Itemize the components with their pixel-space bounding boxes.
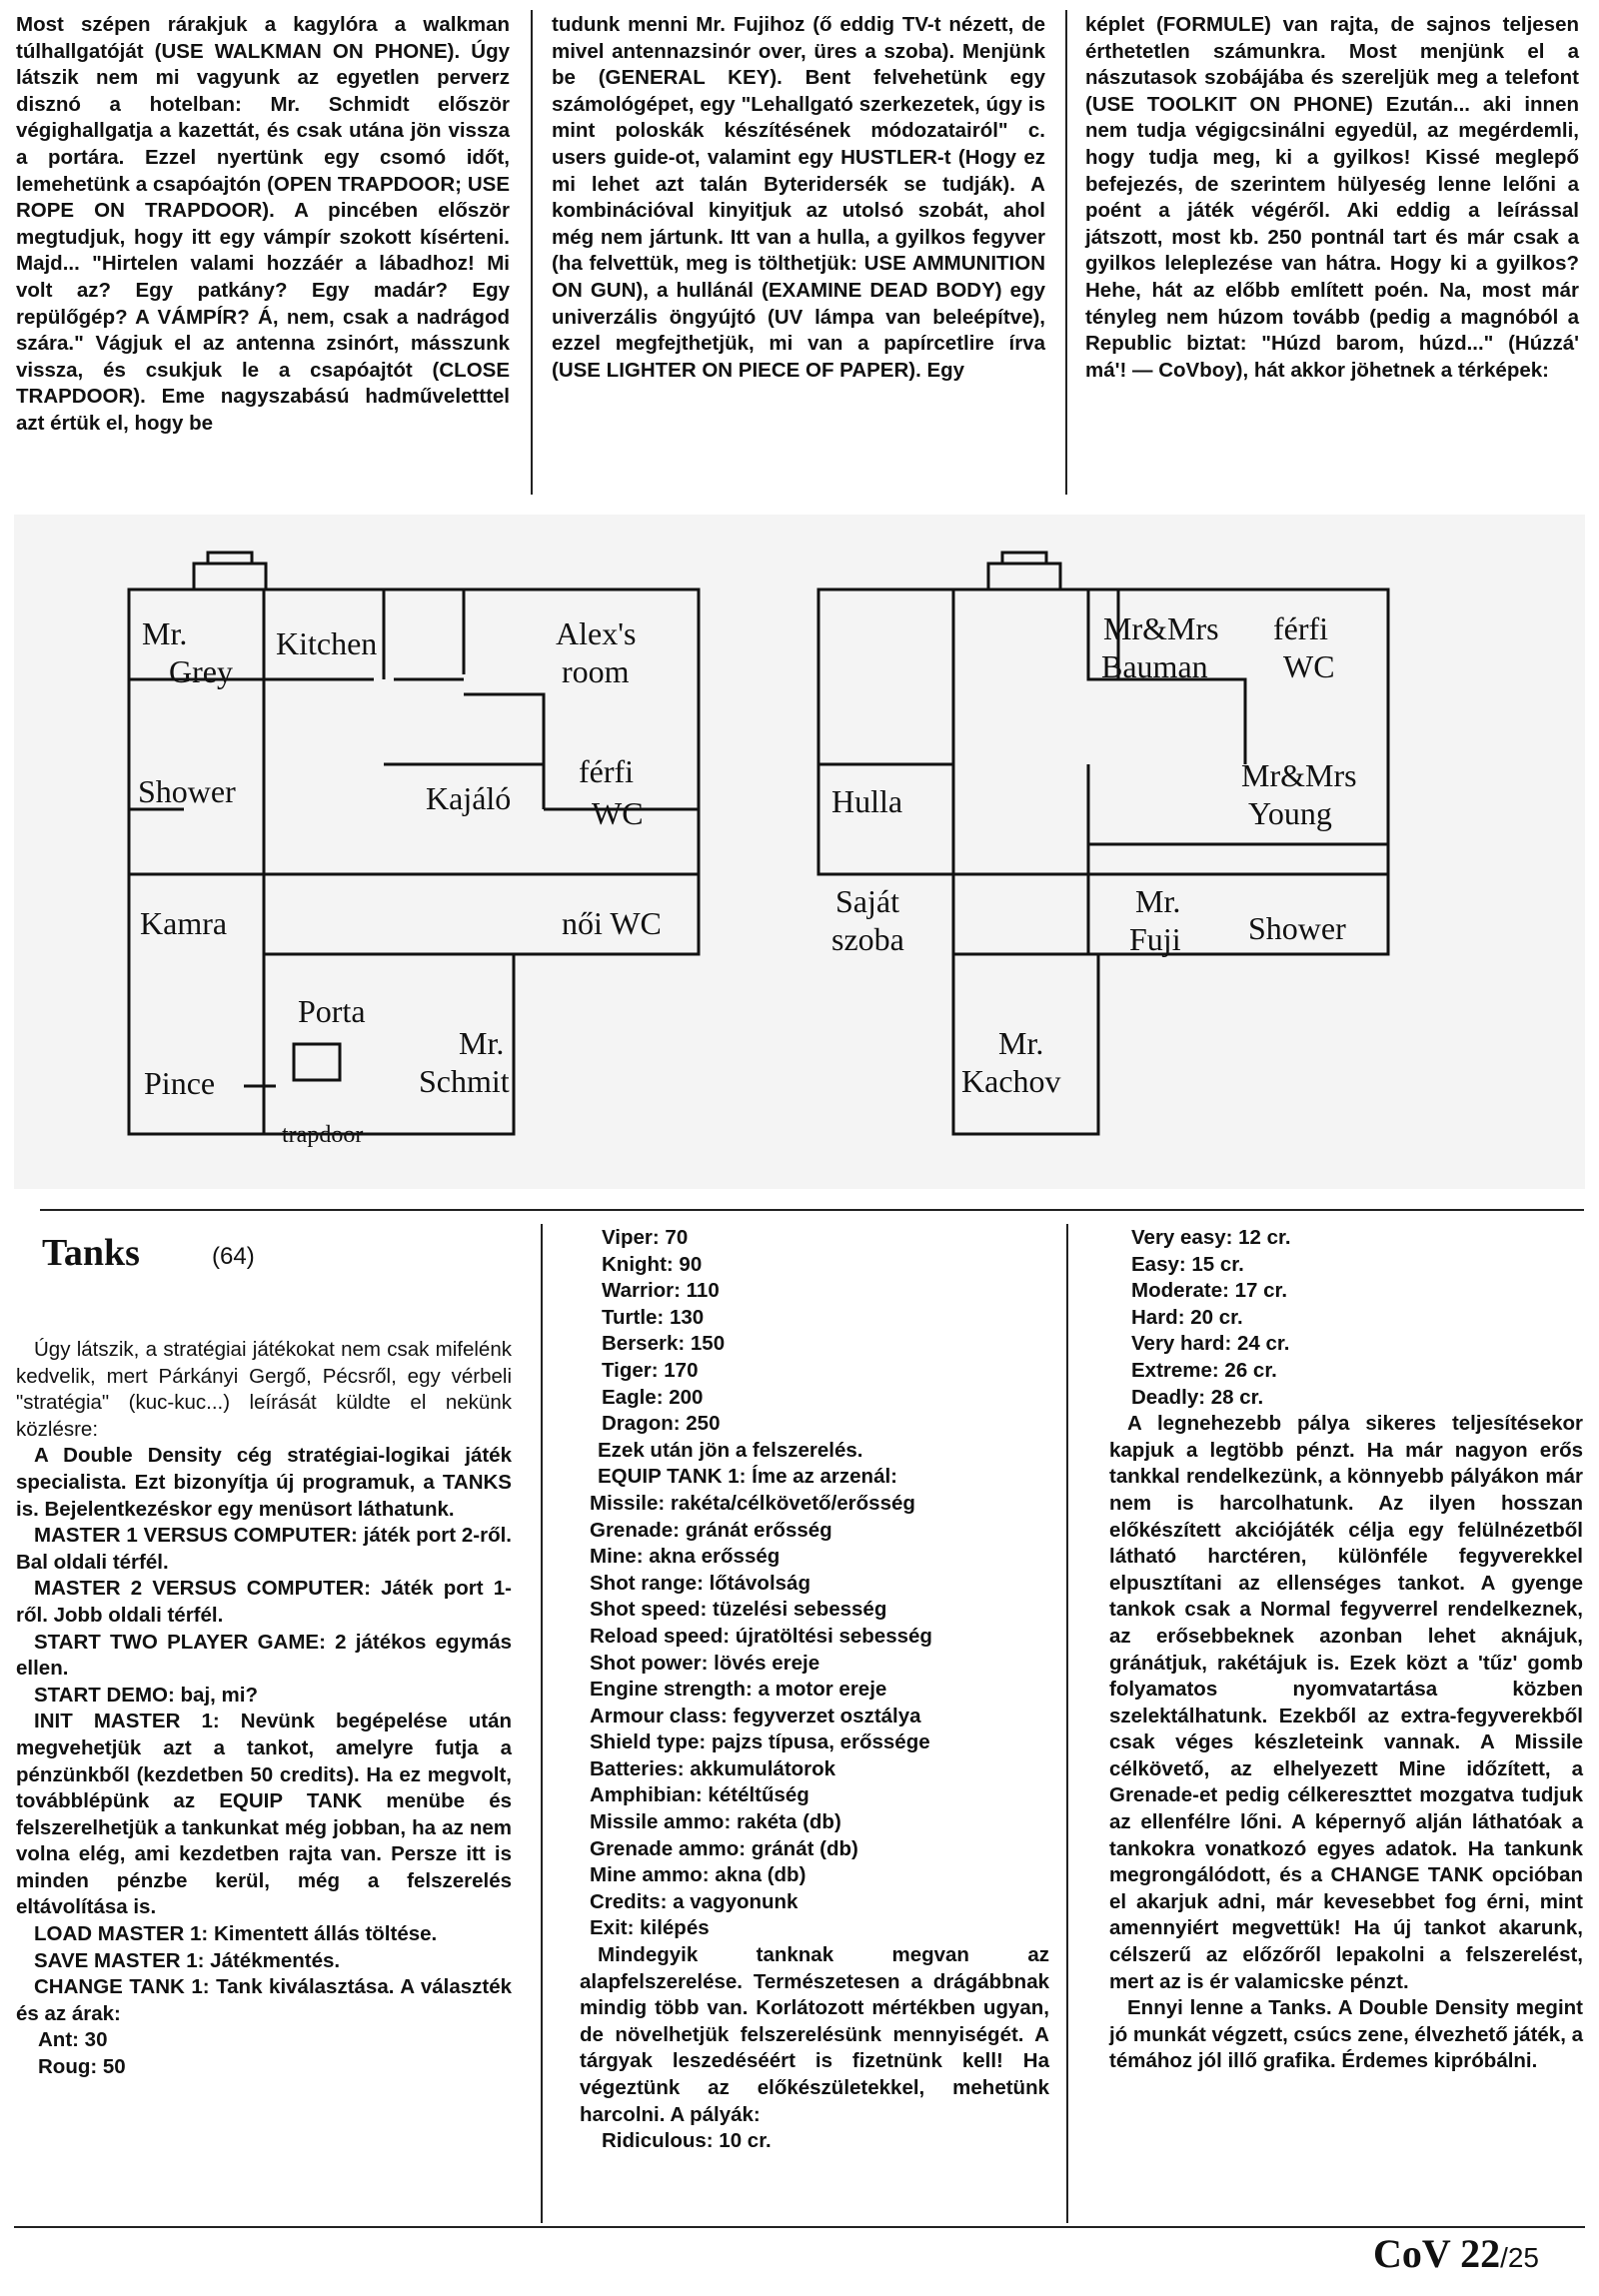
- list-item: Extreme: 26 cr.: [1131, 1358, 1277, 1382]
- article-paragraph: INIT MASTER 1: Nevünk begépelése után megvehetjük azt a tankot, amelyre futja a pénzünkből (kezdetben 50 credits). Ha ez megvolt, továbblépünk az EQUIP TANK menübe és felszerelhetjük a tankunkat még jobban, ha az nem volna elég, ami kezdetben rajta van. Persze itt is minden pénzbe kerül, még a felszerelés eltávolítása is.: [16, 1710, 512, 1919]
- map1-label-schmit-1: Mr.: [459, 1025, 505, 1061]
- map1-label-mr-grey-2: Grey: [169, 653, 233, 689]
- map2-label-sajat-1: Saját: [835, 883, 899, 919]
- list-item: Missile: rakéta/célkövető/erősség: [590, 1491, 915, 1515]
- top-column-3: [1085, 12, 1579, 384]
- map2-entrance-top: [1002, 553, 1046, 564]
- map1-label-porta: Porta: [298, 993, 366, 1029]
- footer-brand: CoV: [1373, 2231, 1451, 2276]
- map1-label-alex-1: Alex's: [556, 615, 637, 651]
- list-item: Batteries: akkumulátorok: [590, 1756, 836, 1780]
- map2-label-wc-1: férfi: [1273, 610, 1329, 646]
- list-item: Shot power: lövés ereje: [590, 1651, 820, 1675]
- article-paragraph: START TWO PLAYER GAME: 2 játékos egymás ellen.: [16, 1630, 512, 1681]
- list-item: Berserk: 150: [602, 1332, 726, 1356]
- map2-label-fuji-2: Fuji: [1129, 921, 1181, 957]
- map1-label-wc-2: WC: [592, 795, 644, 831]
- top-column-2: [552, 12, 1045, 384]
- list-item: Mine: akna erősség: [590, 1545, 781, 1569]
- map1-label-wc-1: férfi: [579, 753, 635, 789]
- article-paragraph: SAVE MASTER 1: Játékmentés.: [34, 1948, 341, 1972]
- article-paragraph: Ezek után jön a felszerelés.: [598, 1438, 863, 1462]
- article-paragraph: MASTER 1 VERSUS COMPUTER: játék port 2-ről. Bal oldali térfél.: [16, 1524, 512, 1574]
- list-item: Hard: 20 cr.: [1131, 1305, 1243, 1329]
- list-item: Very hard: 24 cr.: [1131, 1332, 1290, 1356]
- article-column-1: [16, 1337, 512, 2081]
- list-item: Amphibian: kétéltűség: [590, 1783, 809, 1807]
- article-paragraph: LOAD MASTER 1: Kimentett állás töltése.: [34, 1922, 438, 1946]
- map2-label-hulla: Hulla: [831, 783, 903, 819]
- list-item: Armour class: fegyverzet osztálya: [590, 1704, 921, 1727]
- article-paragraph: A legnehezebb pálya sikeres teljesítésekor kapjuk a legtöbb pénzt. Ha már nagyon erős tankkal rendelkezünk, a könnyebb pályákon már nem is harcolhatunk. Az ilyen hosszan előkészített akciójáték célja egy felülnézetből látható harctéren, különféle fegyverekkel elpusztítani az ellenséges tankot. A gyenge tankok csak a Normal fegyverrel rendelkeznek, az erősebbeknek azonban lehet aknájuk, gránátjuk, rakétájuk is. Ezek közt a 'tűz' gomb folyamatos nyomvatartása közben szelektálhatunk. Ezekből az extra-fegyverekből csak véges készleteink vannak. A Missile célkövető, az elhelyezett Mine időzített, a Grenade-et pedig célkereszttet mozgatva tudjuk az ellenfélre lőni. A képernyő alján láthatóak a tankokra vonatkozó egyes adatok. Ha tankunk megrongálódott, és a CHANGE TANK opcióban el akarjuk adni, már kevesebbet fog érni, mint amennyiért megvettük! Ha új tankot akarunk, célszerű az előzőről lepakolni a felszerelést, mert az is ér valamicske pénzt.: [1109, 1412, 1583, 1993]
- map2-label-shower: Shower: [1248, 910, 1346, 946]
- article-column-3: [1109, 1225, 1583, 2075]
- top-column-3-text: képlet (FORMULE) van rajta, de sajnos teljesen érthetetlen számunkra. Most menjünk el a nászutasok szobájába és szereljük meg a telefont (USE TOOLKIT ON PHONE) Ezután... aki innen nem tudja végigcsinálni egyedül, az megérdemli, hogy tudja meg, ki a gyilkos! Kissé meglepő befejezés, de szerintem hülyeség lenne lelőni a poént a játék végéről. Aki eddig a leírással játszott, most kb. 250 pontnál tart és már csak a gyilkos leleplezése van hátra. Hogy ki a gyilkos? Hehe, hát az előbb említett poén. Na, most már tényleg nem húzom tovább (pedig a magnóból a Republic biztat: "Húzd barom, húzd..." (Húzzá' má'! — CoVboy), hát akkor jöhetnek a térképek:: [1085, 13, 1579, 382]
- top-column-1: [16, 12, 510, 438]
- list-item: Tiger: 170: [602, 1358, 699, 1382]
- article-paragraph: CHANGE TANK 1: Tank kiválasztása. A választék és az árak:: [16, 1975, 512, 2025]
- map1-label-mr-grey-1: Mr.: [142, 615, 188, 651]
- map2-label-bauman-1: Mr&Mrs: [1103, 610, 1219, 646]
- map1-label-trapdoor: trapdoor: [282, 1122, 364, 1148]
- article-paragraph: Mindegyik tanknak megvan az alapfelszerelése. Természetesen a drágábbnak mindig több van. Korlátozott mértékben ugyan, de növelhetjük felszerelésünk mennyiségét. A tárgyak leszedéséért is fizetnünk kell! Ha végeztünk az előkészületekkel, mehetünk harcolni. A pályák:: [580, 1943, 1049, 2126]
- column-divider: [1065, 10, 1067, 495]
- map2-entrance: [988, 564, 1060, 589]
- list-item: Grenade ammo: gránát (db): [590, 1836, 858, 1860]
- section-rule: [40, 1209, 1584, 1211]
- map2-label-fuji-1: Mr.: [1135, 883, 1181, 919]
- list-item: Turtle: 130: [602, 1305, 705, 1329]
- list-item: Moderate: 17 cr.: [1131, 1279, 1288, 1303]
- list-item: Knight: 90: [602, 1252, 703, 1276]
- list-item: Ridiculous: 10 cr.: [602, 2129, 772, 2153]
- list-item: Deadly: 28 cr.: [1131, 1385, 1264, 1409]
- map1-trapdoor: [294, 1044, 340, 1080]
- column-divider: [531, 10, 533, 495]
- footer-issue: 22: [1460, 2231, 1501, 2276]
- column-divider: [541, 1224, 543, 2223]
- list-item: Ant: 30: [38, 2028, 108, 2052]
- article-paragraph: Ennyi lenne a Tanks. A Double Density megint jó munkát végzett, csúcs zene, élvezhető játék, a témához jól illő grafika. Érdemes kipróbálni.: [1109, 1996, 1583, 2073]
- list-item: Mine ammo: akna (db): [590, 1863, 806, 1887]
- top-column-2-text: tudunk menni Mr. Fujihoz (ő eddig TV-t nézett, de mivel antennazsinór over, üres a szoba). Menjünk be (GENERAL KEY). Bent felvehetünk egy számológépet, egy "Lehallgató szerkezetek, úgy is mint poloskák készítésének módozatairól" c. users guide-ot, valamint egy HUSTLER-t (Hogy ez mi lehet azt talán Byteridersék se tudják). A kombinációval kinyitjuk az utolsó szobát, ahol még nem jártunk. Itt van a hulla, a gyilkos fegyver (ha felvettük, meg is tölthetjük: USE AMMUNITION ON GUN), a hullánál (EXAMINE DEAD BODY) egy univerzális öngyújtó (UV lámpa van beleépítve), ezzel megfejthetjük, mi van a papírcetlire írva (USE LIGHTER ON PIECE OF PAPER). Egy: [552, 13, 1045, 382]
- map2-label-wc-2: WC: [1283, 648, 1335, 684]
- top-column-1-text: Most szépen rárakjuk a kagylóra a walkman túlhallgatóját (USE WALKMAN ON PHONE). Úgy látszik nem mi vagyunk az egyetlen perverz disznó a hotelban: Mr. Schmidt először végighallgatja a kazettát, és csak utána jön vissza a portára. Ezzel nyertünk egy csomó időt, lemehetünk a csapóajtón (OPEN TRAPDOOR; USE ROPE ON TRAPDOOR). A pincében először megtudjuk, hogy itt egy vámpír szokott kísérteni. Majd... "Hirtelen valami hozzáér a lábadhoz! Mi volt az? Egy patkány? Egy madár? Egy repülőgép? A VÁMPÍR? Á, nem, csak a nadrágod szára." Vágjuk el az antenna zsinórt, másszunk vissza, és csukjuk le a csapóajtót (CLOSE TRAPDOOR). Eme nagyszabású hadműveletttel azt értük el, hogy be: [16, 13, 510, 435]
- article-paragraph: MASTER 2 VERSUS COMPUTER: Játék port 1-ről. Jobb oldali térfél.: [16, 1577, 512, 1627]
- map1-entrance-top: [208, 553, 252, 564]
- map1-label-alex-2: room: [562, 653, 630, 689]
- map2-label-young-2: Young: [1248, 795, 1332, 831]
- map2-label-sajat-2: szoba: [831, 921, 904, 957]
- article-paragraph: START DEMO: baj, mi?: [34, 1683, 258, 1707]
- map1-label-kajalo: Kajáló: [426, 780, 512, 816]
- list-item: Missile ammo: rakéta (db): [590, 1810, 841, 1834]
- article-title: Tanks: [42, 1232, 140, 1274]
- list-item: Roug: 50: [38, 2055, 126, 2079]
- page-footer: [1373, 2230, 1539, 2277]
- article-number: (64): [212, 1243, 255, 1270]
- list-item: Exit: kilépés: [590, 1916, 710, 1940]
- list-item: Shield type: pajzs típusa, erőssége: [590, 1730, 930, 1754]
- list-item: Shot range: lőtávolság: [590, 1571, 810, 1595]
- list-item: Reload speed: újratöltési sebesség: [590, 1624, 932, 1648]
- map2-label-kachov-2: Kachov: [961, 1063, 1061, 1099]
- map2-label-young-1: Mr&Mrs: [1241, 757, 1357, 793]
- list-item: Warrior: 110: [602, 1279, 720, 1303]
- list-item: Dragon: 250: [602, 1412, 721, 1436]
- list-item: Grenade: gránát erősség: [590, 1518, 832, 1542]
- list-item: Eagle: 200: [602, 1385, 704, 1409]
- list-item: Very easy: 12 cr.: [1131, 1226, 1291, 1249]
- map2-label-kachov-1: Mr.: [998, 1025, 1044, 1061]
- map1-label-noi-wc: női WC: [562, 905, 662, 941]
- map1-label-pince: Pince: [144, 1065, 216, 1101]
- footer-page: /25: [1500, 2242, 1539, 2273]
- map1-label-kamra: Kamra: [140, 905, 228, 941]
- map1-entrance: [194, 564, 266, 589]
- floor-maps-svg: [14, 515, 1585, 1189]
- map2-label-bauman-2: Bauman: [1101, 648, 1208, 684]
- list-item: Shot speed: tüzelési sebesség: [590, 1598, 887, 1622]
- column-divider: [1066, 1224, 1068, 2223]
- list-item: Viper: 70: [602, 1226, 689, 1249]
- article-column-2: [580, 1225, 1049, 2155]
- article-paragraph: Úgy látszik, a stratégiai játékokat nem csak mifelénk kedvelik, mert Párkányi Gergő, Pécsről, egy vérbeli "stratégia" (kuc-kuc...) leírását küldte el nekünk közlésre:: [16, 1338, 512, 1441]
- list-item: Easy: 15 cr.: [1131, 1252, 1244, 1276]
- list-item: Credits: a vagyonunk: [590, 1889, 799, 1913]
- map1-label-shower: Shower: [138, 773, 236, 809]
- map1-label-schmit-2: Schmit: [419, 1063, 510, 1099]
- article-paragraph: A Double Density cég stratégiai-logikai játék specialista. Ezt bizonyítja új programuk, a TANKS is. Bejelentkezéskor egy menüsort láthatunk.: [16, 1444, 512, 1521]
- map1-label-kitchen: Kitchen: [276, 625, 378, 661]
- list-item: Engine strength: a motor ereje: [590, 1678, 887, 1702]
- floor-maps: [14, 515, 1585, 1189]
- article-paragraph: EQUIP TANK 1: Íme az arzenál:: [598, 1465, 897, 1489]
- footer-rule: [14, 2226, 1585, 2228]
